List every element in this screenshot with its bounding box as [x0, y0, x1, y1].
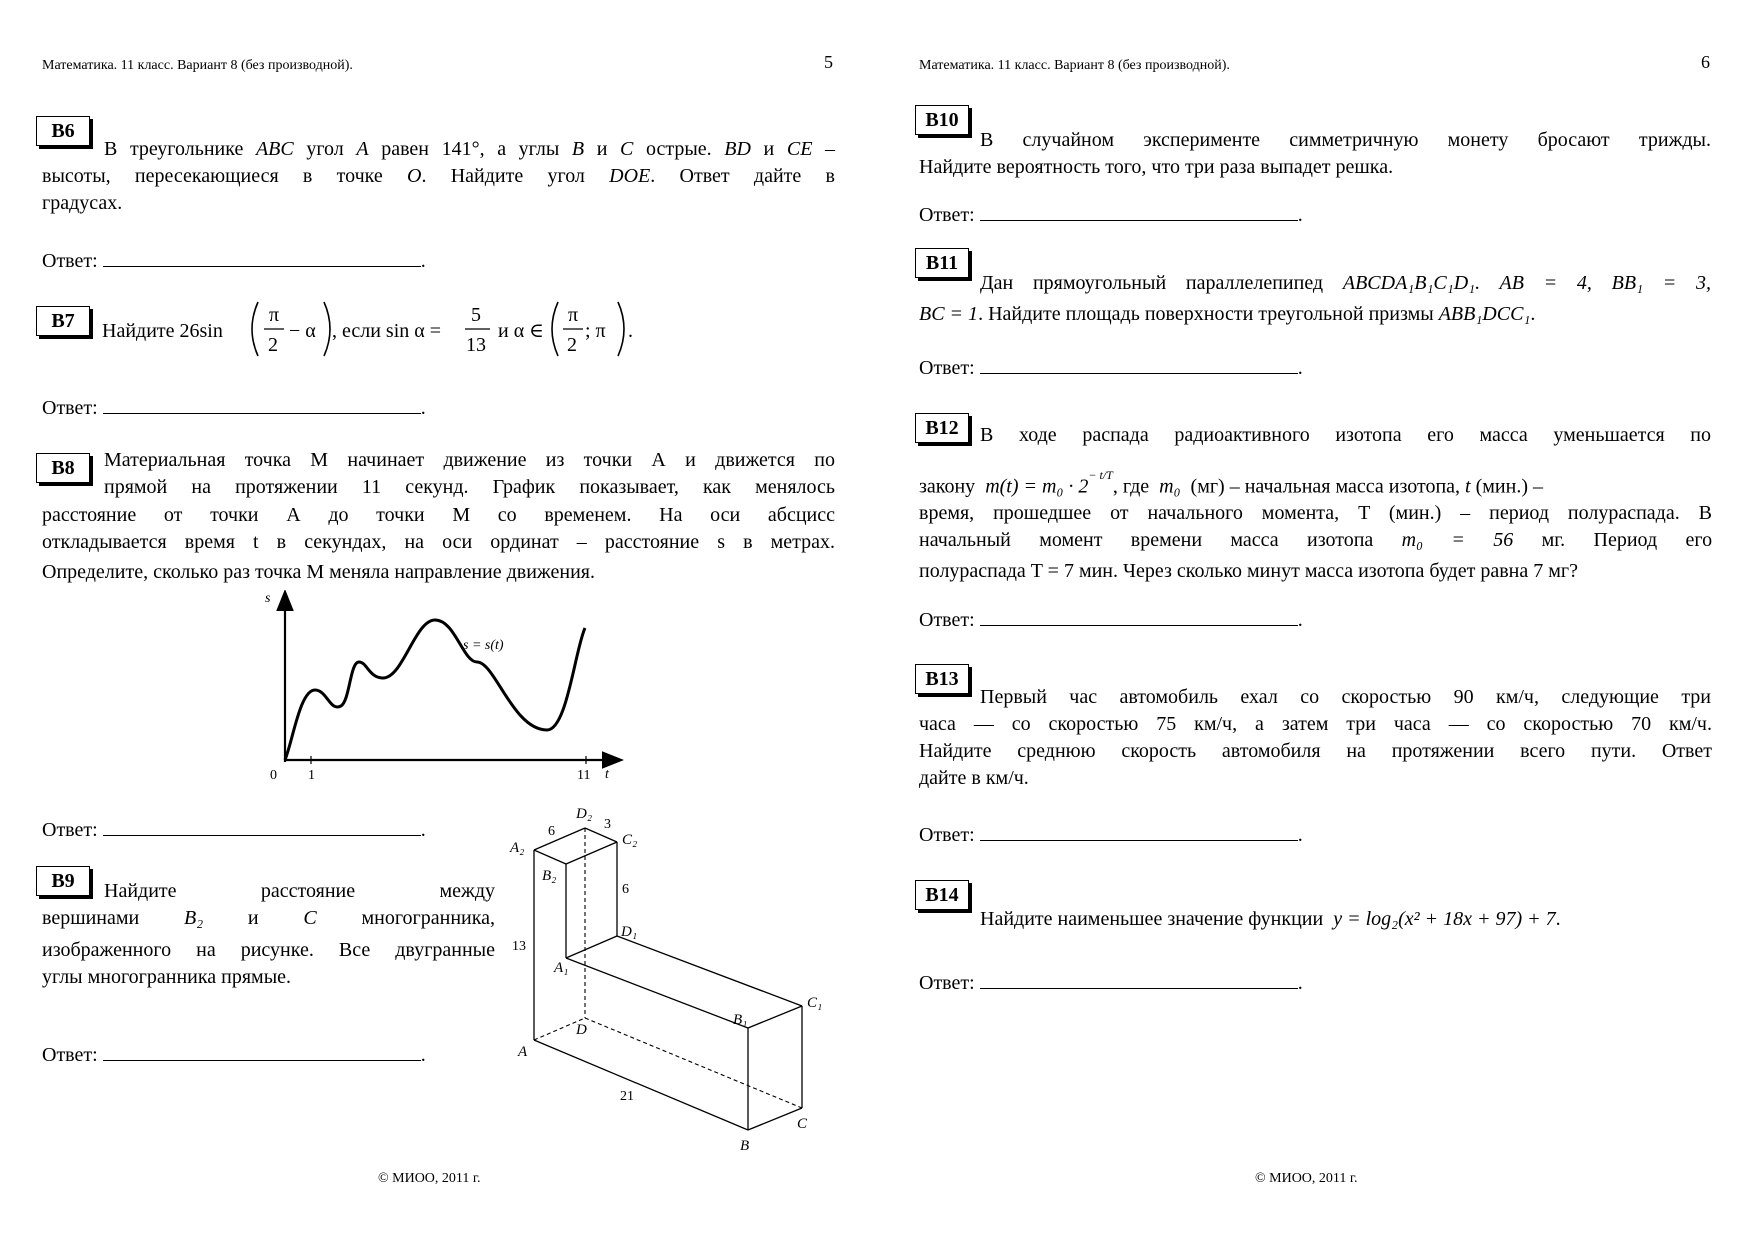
- svg-text:A: A: [518, 1044, 528, 1060]
- svg-text:π: π: [269, 304, 280, 326]
- b12-answer: Ответ: .: [919, 605, 1303, 632]
- svg-text:3: 3: [604, 817, 611, 832]
- b8-line4: откладывается время t в секундах, на оси ординат – расстояние s в метрах.: [42, 531, 835, 553]
- b13-answer: Ответ: .: [919, 820, 1303, 847]
- b12-line4: начальный момент времени масса изотопа m₀ = 56 мг. Период его: [919, 529, 1713, 551]
- svg-text:.: .: [628, 320, 633, 342]
- b9-answer-field[interactable]: [103, 1040, 421, 1061]
- b12-line1: В ходе распада радиоактивного изотопа его масса уменьшается по: [980, 424, 1711, 446]
- b8-graph: [255, 590, 625, 790]
- b11-answer: Ответ: .: [919, 353, 1303, 380]
- b14-answer-field[interactable]: [980, 968, 1298, 989]
- b11-line2: BC = 1. Найдите площадь поверхности треугольной призмы ABB₁DCC₁.: [919, 303, 1536, 325]
- svg-text:2: 2: [567, 334, 577, 356]
- b6-line3: градусах.: [42, 192, 123, 214]
- svg-text:C: C: [797, 1116, 808, 1132]
- b6-answer-field[interactable]: [103, 246, 421, 267]
- polyhedron-labels: [509, 806, 822, 1154]
- svg-text:B: B: [740, 1138, 750, 1154]
- svg-text:C₂: C₂: [622, 832, 638, 848]
- svg-text:D₁: D₁: [621, 924, 638, 940]
- b6-line1: В треугольнике ABC угол A равен 141°, а углы B и C острые. BD и CE –: [104, 138, 836, 160]
- svg-text:5: 5: [471, 304, 481, 326]
- b13-line1: Первый час автомобиль ехал со скоростью 90 км/ч, следующие три: [980, 686, 1711, 708]
- b13-line2: часа — со скоростью 75 км/ч, а затем три часа — со скоростью 70 км/ч.: [919, 713, 1712, 735]
- b9-polyhedron-figure: [500, 800, 840, 1160]
- task-label-b12: B12: [915, 413, 969, 443]
- svg-text:6: 6: [622, 882, 629, 897]
- curve-label: s = s(t): [463, 638, 504, 653]
- svg-text:и α ∈: и α ∈: [498, 320, 544, 342]
- svg-text:6: 6: [548, 824, 555, 839]
- b8-line3: расстояние от точки А до точки М со временем. На оси абсцисс: [42, 504, 835, 526]
- b11-line1: Дан прямоугольный параллелепипед ABCDA₁B₁C₁D₁. AB = 4, BB₁ = 3,: [980, 272, 1712, 294]
- origin-label: 0: [270, 768, 277, 783]
- svg-text:D₂: D₂: [576, 806, 593, 822]
- b11-answer-field[interactable]: [980, 353, 1298, 374]
- svg-text:D: D: [576, 1022, 587, 1038]
- svg-text:C₁: C₁: [807, 995, 823, 1011]
- b8-answer: Ответ: .: [42, 815, 426, 842]
- b7-formula: [100, 296, 640, 362]
- b12-line2: закону $m(t) = m_0 \cdot 2^{- t/T}$, где m₀ (мг) – начальная масса изотопа, t (мин.) –: [919, 468, 1543, 498]
- b10-line2: Найдите вероятность того, что три раза выпадет решка.: [919, 156, 1394, 178]
- b7-answer: Ответ: .: [42, 393, 426, 420]
- svg-text:π: π: [568, 304, 579, 326]
- b8-line2: прямой на протяжении 11 секунд. График показывает, как менялось: [104, 476, 835, 498]
- task-label-b9: B9: [36, 866, 90, 896]
- svg-text:; π: ; π: [585, 320, 606, 342]
- x-axis-label: t: [605, 767, 609, 782]
- svg-text:, если sin α =: , если sin α =: [332, 320, 442, 342]
- page-number: 5: [824, 52, 833, 72]
- b8-line5: Определите, сколько раз точка М меняла направление движения.: [42, 561, 595, 583]
- task-label-b7: B7: [36, 306, 90, 336]
- svg-text:13: 13: [512, 939, 526, 954]
- b6-line2: высоты, пересекающиеся в точке O. Найдите угол DOE. Ответ дайте в: [42, 165, 835, 187]
- page-footer: © МИОО, 2011 г.: [378, 1171, 481, 1186]
- tick-11-label: 11: [577, 768, 591, 783]
- b13-line4: дайте в км/ч.: [919, 767, 1029, 789]
- svg-text:B₁: B₁: [733, 1012, 748, 1028]
- b9-line1: Найдите расстояние между: [104, 880, 495, 902]
- task-label-b11: B11: [915, 248, 969, 278]
- svg-text:13: 13: [466, 334, 486, 356]
- b7-answer-field[interactable]: [103, 393, 421, 414]
- task-label-b8: B8: [36, 453, 90, 483]
- s-of-t-curve: [285, 620, 585, 760]
- page-header: Математика. 11 класс. Вариант 8 (без производной).: [42, 58, 353, 73]
- b12-line5: полураспада T = 7 мин. Через сколько минут масса изотопа будет равна 7 мг?: [919, 560, 1578, 582]
- task-label-b14: B14: [915, 880, 969, 910]
- task-label-b13: B13: [915, 664, 969, 694]
- svg-text:2: 2: [268, 334, 278, 356]
- page-number: 6: [1701, 52, 1710, 72]
- svg-text:Найдите 26sin: Найдите 26sin: [102, 320, 223, 342]
- right-page: [877, 0, 1754, 1239]
- svg-text:B₂: B₂: [542, 868, 557, 884]
- svg-text:21: 21: [620, 1089, 634, 1104]
- b12-answer-field[interactable]: [980, 605, 1298, 626]
- b9-line3: изображенного на рисунке. Все двугранные: [42, 939, 495, 961]
- page-header: Математика. 11 класс. Вариант 8 (без производной).: [919, 58, 1230, 73]
- task-label-b6: B6: [36, 116, 90, 146]
- page-footer: © МИОО, 2011 г.: [1255, 1171, 1358, 1186]
- b14-text: Найдите наименьшее значение функции y = log₂(x² + 18x + 97) + 7.: [980, 908, 1561, 930]
- b10-answer-field[interactable]: [980, 200, 1298, 221]
- b13-answer-field[interactable]: [980, 820, 1298, 841]
- b9-line2: вершинами B₂ и C многогранника,: [42, 907, 496, 929]
- b8-answer-field[interactable]: [103, 815, 421, 836]
- tick-1-label: 1: [308, 768, 315, 783]
- b10-line1: В случайном эксперименте симметричную монету бросают трижды.: [980, 129, 1711, 151]
- b12-line3: время, прошедшее от начального момента, T (мин.) – период полураспада. В: [919, 502, 1712, 524]
- b9-line4: углы многогранника прямые.: [42, 966, 292, 988]
- y-axis-label: s: [265, 591, 271, 606]
- svg-text:A₂: A₂: [510, 840, 525, 856]
- polyhedron-hidden-edges: [534, 828, 802, 1108]
- svg-text:− α: − α: [289, 320, 316, 342]
- task-label-b10: B10: [915, 105, 969, 135]
- b9-answer: Ответ: .: [42, 1040, 426, 1067]
- b10-answer: Ответ: .: [919, 200, 1303, 227]
- b13-line3: Найдите среднюю скорость автомобиля на протяжении всего пути. Ответ: [919, 740, 1712, 762]
- b8-line1: Материальная точка М начинает движение из точки А и движется по: [104, 449, 835, 471]
- polyhedron-edges: [534, 828, 802, 1130]
- b6-answer: Ответ: .: [42, 246, 426, 273]
- svg-text:A₁: A₁: [554, 960, 569, 976]
- b14-answer: Ответ: .: [919, 968, 1303, 995]
